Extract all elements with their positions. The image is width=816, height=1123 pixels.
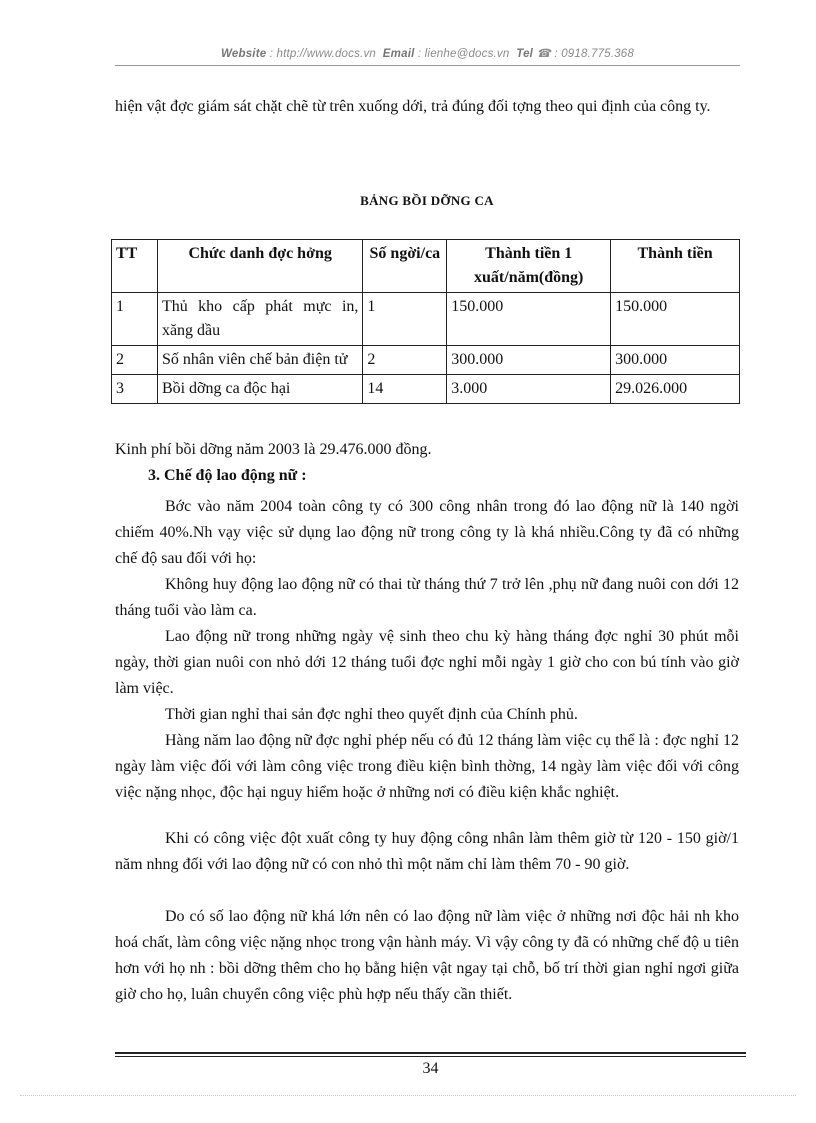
table-cell: 300.000 [447, 346, 611, 375]
table-cell: 300.000 [611, 346, 740, 375]
page-number: 34 [422, 1060, 439, 1077]
header-cell: Số ngời/ca [363, 240, 447, 293]
page-edge-dotted-line [20, 1095, 796, 1096]
header-divider [115, 65, 740, 66]
table-cell: 3.000 [447, 375, 611, 404]
paragraph: Khi có công việc đột xuất công ty huy động công nhân làm thêm giờ từ 120 - 150 giờ/1 năm nhng đối với lao động nữ có con nhỏ thì một năm chỉ làm thêm 70 - 90 giờ. [115, 830, 739, 873]
tel-value: ☎ : 0918.775.368 [536, 48, 634, 60]
table-cell: 2 [363, 346, 447, 375]
table-row [112, 293, 740, 346]
tel-label: Tel [516, 48, 534, 60]
table-cell: 14 [363, 375, 447, 404]
paragraph: Do có số lao động nữ khá lớn nên có lao động nữ làm việc ở những nơi độc hải nh kho hoá chất, làm công việc nặng nhọc trong vận hành máy. Vì vậy công ty đã có những chế độ u tiên hơn với họ nh : bồi dỡng thêm cho họ bằng hiện vật ngay tại chỗ, bố trí thời gian nghỉ ngơi giữa giờ cho họ, luân chuyển công việc phù hợp nếu thấy cần thiết. [115, 908, 739, 1003]
table-cell: 1 [363, 293, 447, 346]
table-cell: Bồi dỡng ca độc hại [157, 375, 362, 404]
paragraph: Hàng năm lao động nữ đợc nghỉ phép nếu có đủ 12 tháng làm việc cụ thể là : đợc nghỉ 12 ngày làm việc đối với làm công việc trong điều kiện bình thờng, 14 ngày làm việc đối với công việc nặng nhọc, độc hại nguy hiểm hoặc ở những nơi có điều kiện khắc nghiệt. [115, 732, 739, 801]
table-cell: Số nhân viên chế bản điện tử [157, 346, 362, 375]
table-cell: 150.000 [611, 293, 740, 346]
table-header-row [112, 240, 740, 293]
page-header [115, 46, 740, 60]
header-cell: Chức danh đợc hởng [157, 240, 362, 293]
table-cell: 150.000 [447, 293, 611, 346]
paragraph: Bớc vào năm 2004 toàn công ty có 300 công nhân trong đó lao động nữ là 140 ngời chiếm 40%.Nh vạy việc sử dụng lao động nữ trong công ty là khá nhiều.Công ty đã có những chế độ sau đối với họ: [115, 498, 739, 567]
footer-divider [115, 1052, 746, 1054]
table-cell: 1 [112, 293, 158, 346]
header-cell: Thành tiền [611, 240, 740, 293]
table-cell: Thủ kho cấp phát mực in, xăng dầu [157, 293, 362, 346]
funding-note: Kinh phí bồi dỡng năm 2003 là 29.476.000 đồng. [115, 441, 432, 458]
email-value: : lienhe@docs.vn [417, 48, 510, 60]
table-row [112, 375, 740, 404]
table-title: BẢNG BỒI DỠNG CA [360, 193, 494, 208]
paragraph: Lao động nữ trong những ngày vệ sinh theo chu kỳ hàng tháng đợc nghỉ 30 phút mỗi ngày, thời gian nuôi con nhỏ dới 12 tháng tuổi đợc nghỉ mỗi ngày 1 giờ cho con bú tính vào giờ làm việc. [115, 628, 739, 697]
paragraph: Không huy động lao động nữ có thai từ tháng thứ 7 trở lên ,phụ nữ đang nuôi con dới 12 tháng tuổi vào làm ca. [115, 576, 739, 619]
email-label: Email [382, 48, 415, 60]
paragraph: Thời gian nghỉ thai sản đợc nghỉ theo quyết định của Chính phủ. [165, 706, 578, 723]
table-cell: 2 [112, 346, 158, 375]
website-value: : http://www.docs.vn [269, 48, 376, 60]
table-cell: 29.026.000 [611, 375, 740, 404]
table-cell: 3 [112, 375, 158, 404]
intro-paragraph: hiện vật đợc giám sát chặt chẽ từ trên xuống dới, trả đúng đối tợng theo qui định của công ty. [115, 98, 711, 115]
footer-divider-thin [115, 1056, 746, 1057]
allowance-table [111, 239, 740, 404]
section-title: 3. Chế độ lao động nữ : [148, 467, 307, 484]
header-cell: Thành tiền 1 xuất/năm(đồng) [447, 240, 611, 293]
table-row [112, 346, 740, 375]
website-label: Website [221, 48, 267, 60]
header-cell: TT [112, 240, 158, 293]
